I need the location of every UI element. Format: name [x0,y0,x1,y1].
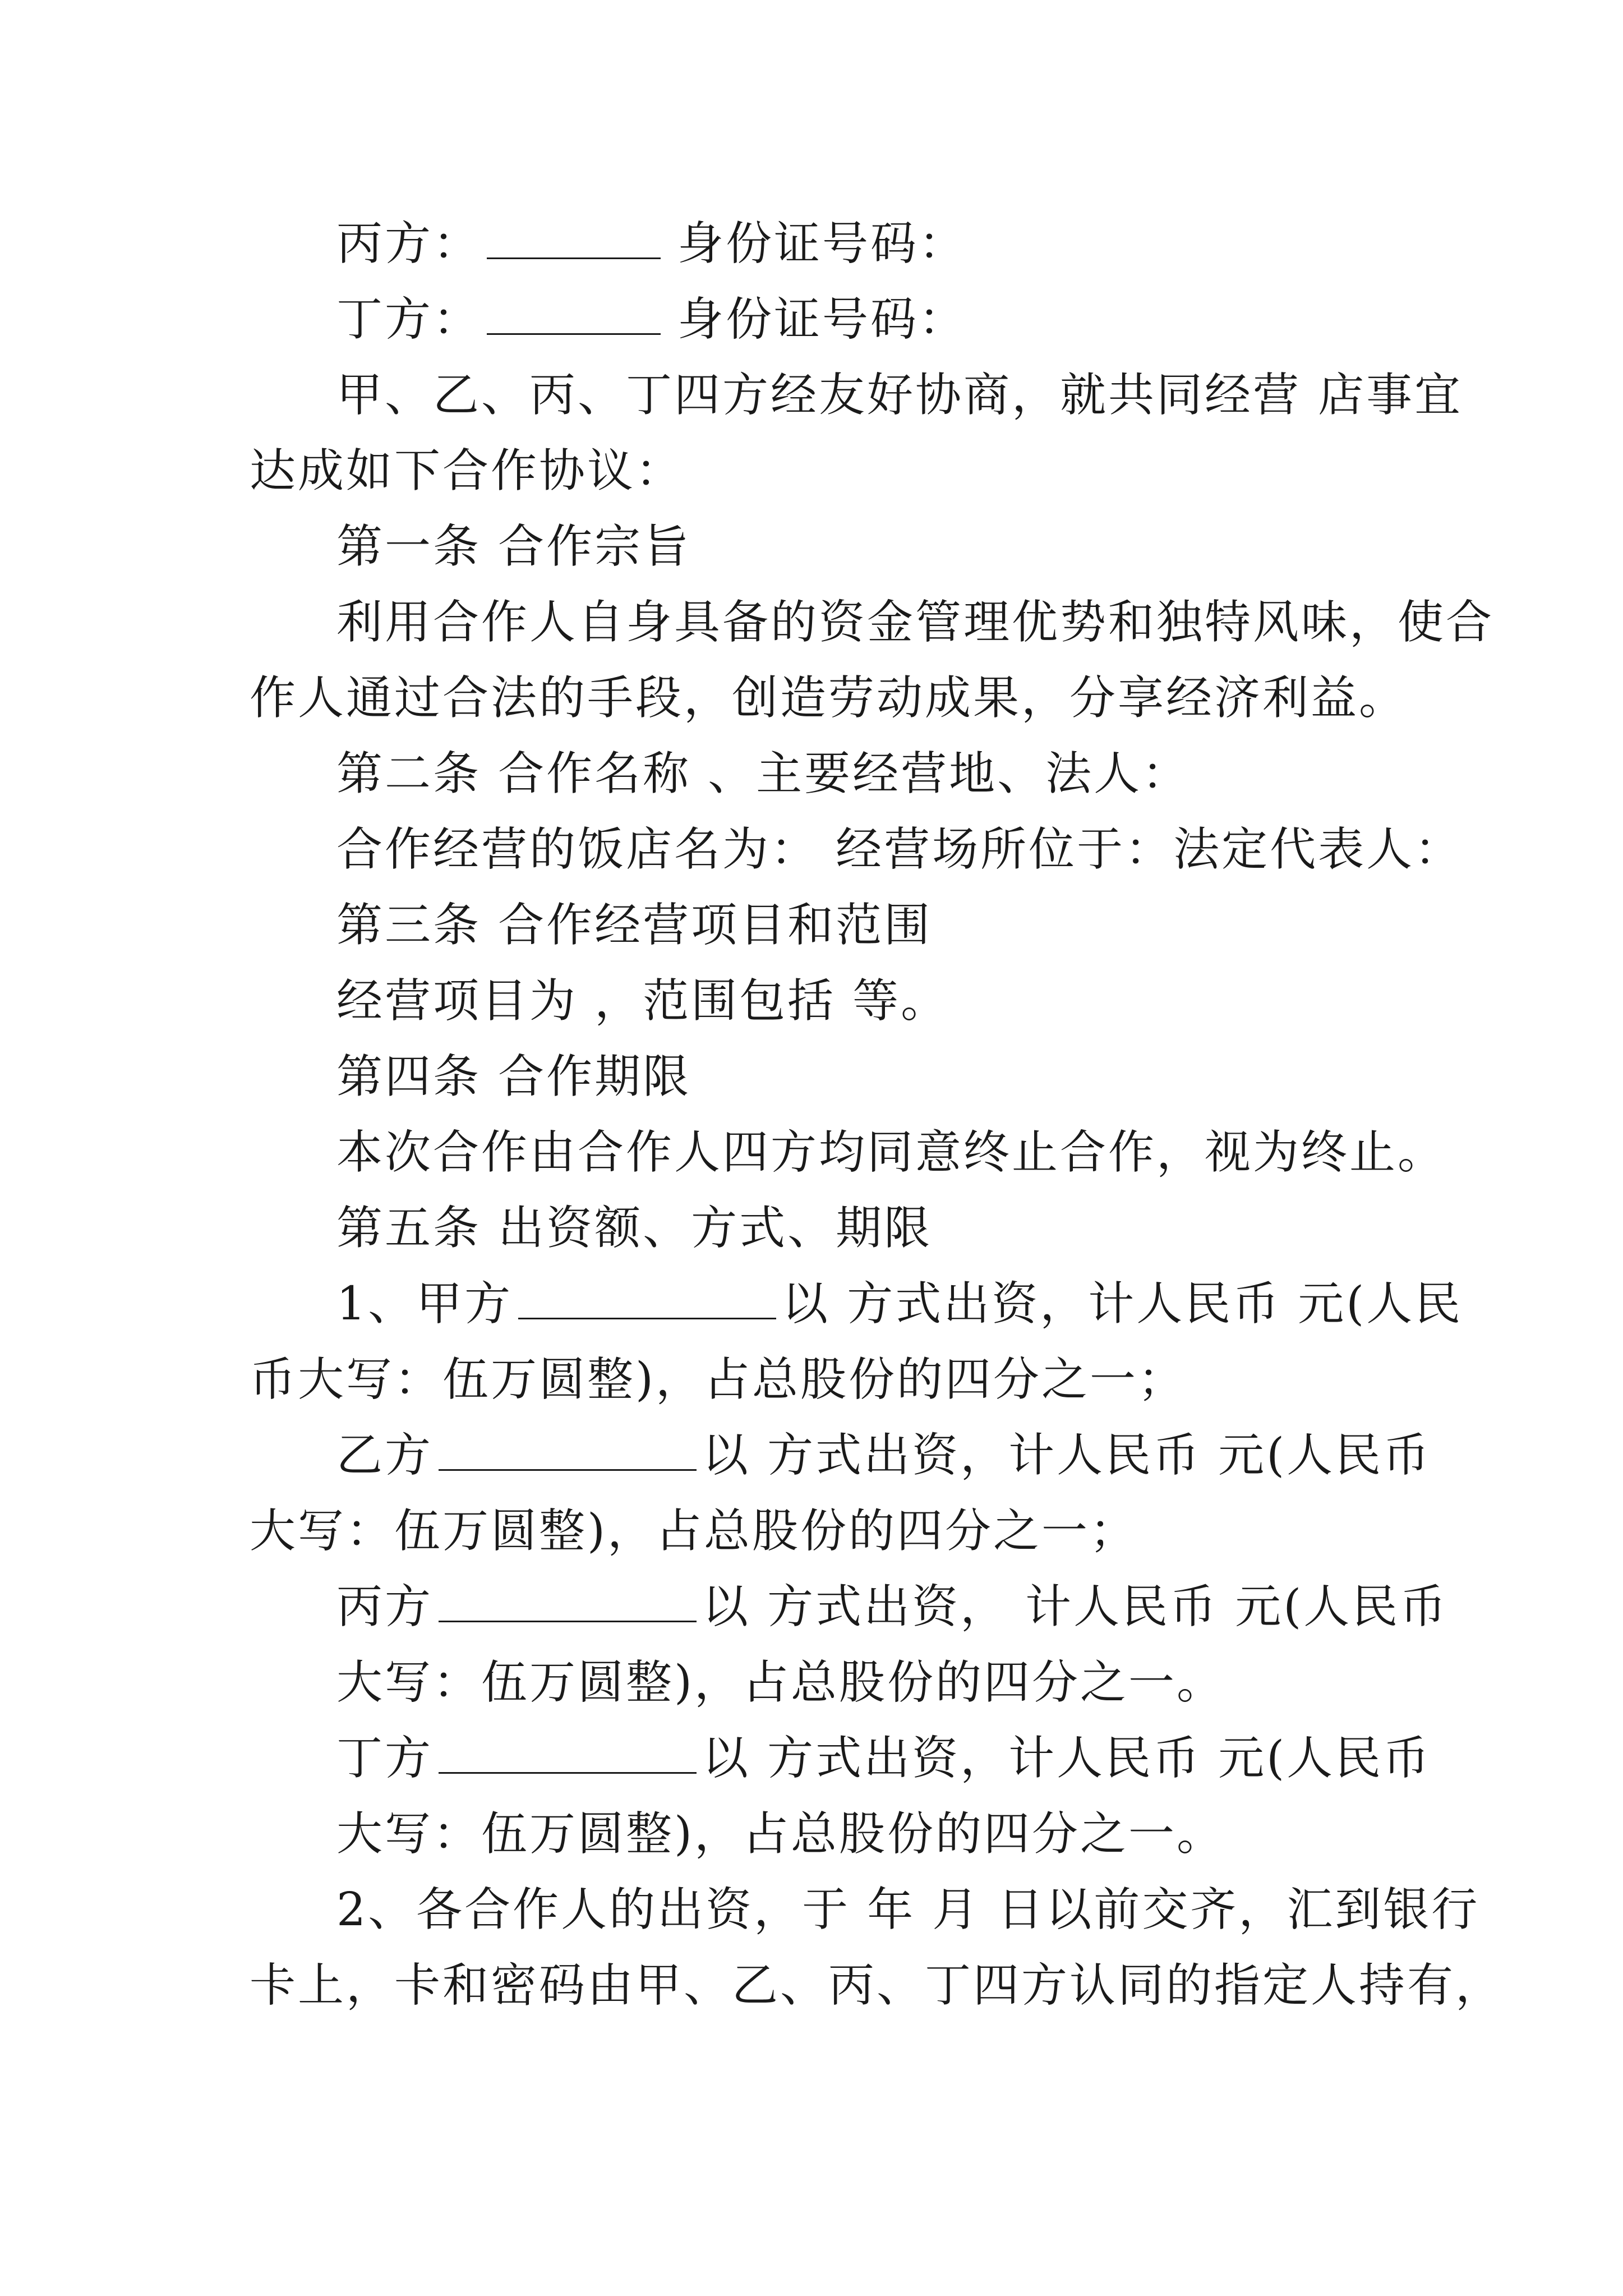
party-d-name-blank [487,294,661,335]
contribution-d-suffix: 以 方式出资，计人民币 元(人民币 [702,1732,1432,1785]
article-3-title: 第三条 合作经营项目和范围 [336,899,933,952]
article-4-body: 本次合作由合作人四方均同意终止合作，视为终止。 [336,1126,1446,1179]
contribution-d-prefix: 丁方 [336,1732,434,1785]
party-c-label: 丙方： [336,217,482,270]
contribution-d-line-1 [336,1731,1431,1787]
article-4-title: 第四条 合作期限 [336,1050,691,1103]
contribution-b-blank [439,1430,697,1471]
contribution-c-line-1 [336,1579,1448,1635]
clause-2-line-1: 2、各合作人的出资，于 年 月 日以前交齐，汇到银行 [336,1883,1480,1936]
intro-line-1: 甲、乙、丙、丁四方经友好协商，就共同经营 店事宜 [336,369,1463,422]
contribution-a-line-2: 币大写：伍万圆整)，占总股份的四分之一； [250,1353,1186,1406]
contribution-b-suffix: 以 方式出资，计人民币 元(人民币 [702,1429,1432,1482]
contribution-c-line-2: 大写：伍万圆整)，占总股份的四分之一。 [336,1656,1225,1709]
article-1-title: 第一条 合作宗旨 [336,520,691,573]
article-1-body-line-1: 利用合作人自身具备的资金管理优势和独特风味，使合 [336,596,1495,649]
article-1-body-line-2: 作人通过合法的手段，创造劳动成果，分享经济利益。 [250,671,1408,725]
contribution-c-suffix: 以 方式出资， 计人民币 元(人民币 [702,1580,1449,1634]
intro-line-2: 达成如下合作协议： [250,444,684,498]
contribution-a-blank [518,1278,776,1319]
contribution-b-line-1 [336,1428,1431,1484]
contribution-a-prefix: 1、甲方 [336,1277,513,1331]
party-c-line [336,216,967,272]
party-c-id-label: 身份证号码： [677,217,967,270]
contribution-a-line-1 [336,1276,1463,1332]
contribution-c-prefix: 丙方 [336,1580,434,1634]
contribution-c-blank [439,1581,697,1622]
article-5-title: 第五条 出资额、方式、期限 [336,1202,933,1255]
clause-2-line-2: 卡上，卡和密码由甲、乙、丙、丁四方认同的指定人持有， [250,1959,1504,2012]
contribution-d-blank [439,1733,697,1774]
party-c-name-blank [487,218,661,259]
contribution-b-prefix: 乙方 [336,1429,434,1482]
party-d-line [336,292,967,348]
article-2-body: 合作经营的饭店名为： 经营场所位于：法定代表人： [336,823,1463,876]
party-d-id-label: 身份证号码： [677,293,967,346]
contribution-a-suffix: 以 方式出资，计人民币 元(人民 [782,1277,1463,1331]
contribution-b-line-2: 大写：伍万圆整)，占总股份的四分之一； [250,1504,1138,1558]
article-2-title: 第二条 合作名称 、主要经营地、法人： [336,747,1191,800]
party-d-label: 丁方： [336,293,482,346]
article-3-body: 经营项目为 ，范围包括 等。 [336,974,949,1028]
contribution-d-line-2: 大写：伍万圆整)，占总股份的四分之一。 [336,1807,1225,1861]
